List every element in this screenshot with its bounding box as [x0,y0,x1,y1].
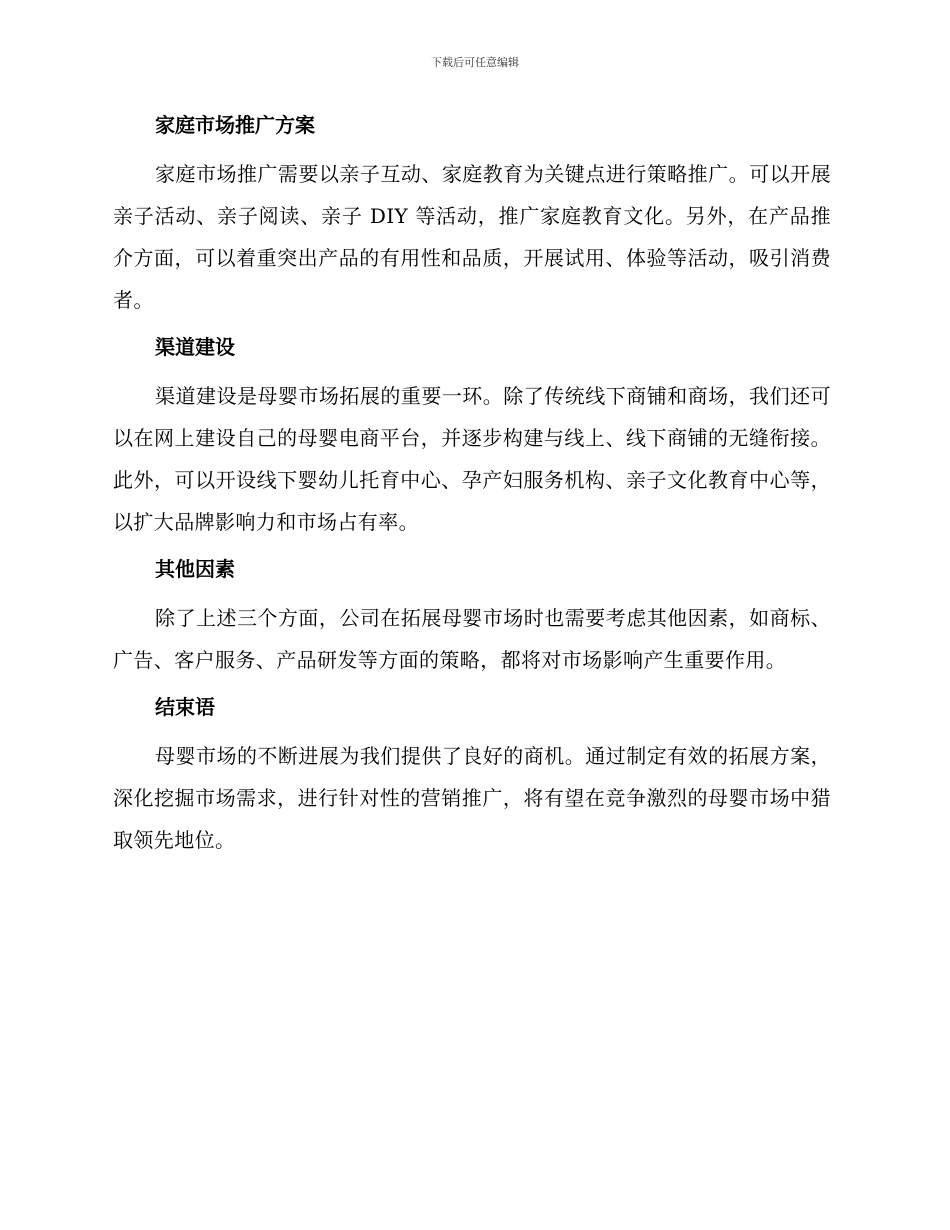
section-title: 结束语 [155,695,215,719]
document-body [113,109,831,871]
section-paragraph: 除了上述三个方面，公司在拓展母婴市场时也需要考虑其他因素，如商标、广告、客户服务、产品研发等方面的策略，都将对市场影响产生重要作用。 [113,606,831,672]
section-paragraph: 家庭市场推广需要以亲子互动、家庭教育为关键点进行策略推广。可以开展亲子活动、亲子阅读、亲子 DIY 等活动，推广家庭教育文化。另外，在产品推介方面，可以着重突出产品的有用性和品质，开展试用、体验等活动，吸引消费者。 [113,162,831,312]
section-conclusion [113,691,831,861]
header-note: 下载后可任意编辑 [431,56,519,69]
section-title: 其他因素 [155,557,235,581]
section-channel-building [113,331,831,543]
section-title: 渠道建设 [155,335,235,359]
section-family-marketing [113,109,831,321]
section-paragraph: 渠道建设是母婴市场拓展的重要一环。除了传统线下商铺和商场，我们还可以在网上建设自己的母婴电商平台，并逐步构建与线上、线下商铺的无缝衔接。此外，可以开设线下婴幼儿托育中心、孕产妇服务机构、亲子文化教育中心等，以扩大品牌影响力和市场占有率。 [113,384,831,534]
section-title: 家庭市场推广方案 [155,113,315,137]
section-paragraph: 母婴市场的不断进展为我们提供了良好的商机。通过制定有效的拓展方案，深化挖掘市场需求，进行针对性的营销推广，将有望在竞争激烈的母婴市场中猎取领先地位。 [113,744,831,852]
section-other-factors [113,553,831,681]
